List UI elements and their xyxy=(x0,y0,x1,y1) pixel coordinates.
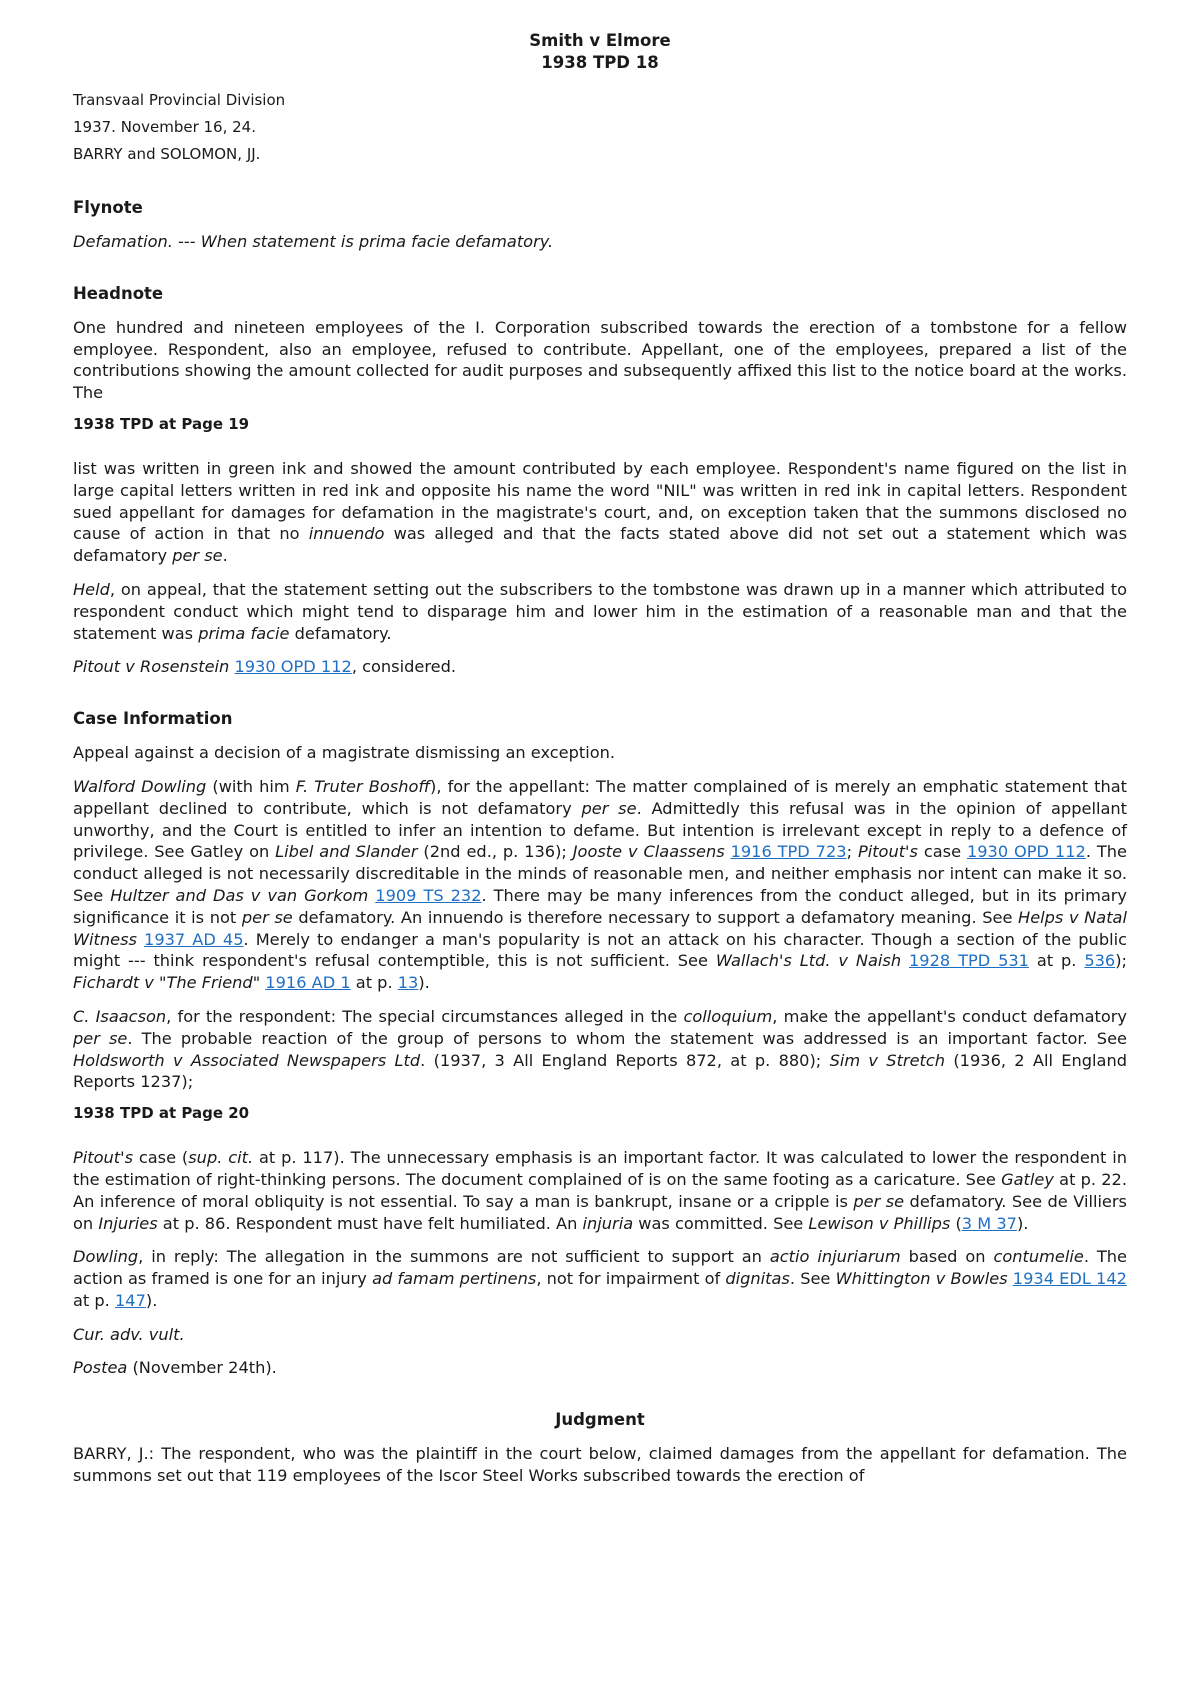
text-run: Pitout's xyxy=(73,1148,133,1168)
text-run: at p. xyxy=(350,973,398,993)
case-citation: 1938 TPD 18 xyxy=(541,53,659,72)
text-run: . See xyxy=(789,1269,836,1289)
text-run: ); xyxy=(1115,951,1127,971)
citation-link[interactable]: 3 M 37 xyxy=(961,1213,1017,1233)
judgment-heading: Judgment xyxy=(555,1410,645,1430)
citation-link[interactable]: 1934 EDL 142 xyxy=(1012,1269,1127,1289)
text-run: . xyxy=(222,546,228,566)
text-run: actio injuriarum xyxy=(769,1247,901,1267)
text-run: Fichardt v "The Friend" xyxy=(73,973,261,993)
text-run xyxy=(137,930,144,949)
flynote-heading: Flynote xyxy=(73,198,143,217)
text-run: was alleged and that the facts stated above did not set out a statement which was defamatory xyxy=(73,524,1128,566)
citation-link[interactable]: 1928 TPD 531 xyxy=(908,951,1029,971)
text-run xyxy=(901,951,909,970)
text-run: Held xyxy=(73,579,110,599)
text-run: list was written in green ink and showed the amount contributed by each employee. Respondent's name figured on the list in large capital letters written in red ink and opposite his name the word "NIL" was written in red ink in capital letters. Respondent sued appellant for damages for defamation in the magistrate's court, and, on exception taken that the summons disclosed no cause of action in that no xyxy=(73,458,1127,544)
text-run: ). xyxy=(418,973,430,993)
text-run: innuendo xyxy=(308,524,385,544)
postea xyxy=(73,1357,1127,1379)
text-run: Injuries xyxy=(98,1213,158,1233)
text-run: C. Isaacson xyxy=(73,1006,167,1026)
text-run: ), for the appellant: The matter complained of is merely an emphatic statement that appellant declined to contribute, which is not defamatory xyxy=(73,776,1128,818)
text-run: . Admittedly this refusal was in the opinion of appellant unworthy, and the Court is entitled to infer an intention to defame. But intention is irrelevant except in reply to a defence of privilege. See Gatley on xyxy=(73,798,1127,862)
citation-link[interactable]: 1930 OPD 112 xyxy=(234,657,352,677)
appellant-argument xyxy=(73,776,1127,994)
page-marker-19: 1938 TPD at Page 19 xyxy=(73,414,250,433)
text-run: dignitas xyxy=(725,1269,790,1289)
text-run: . The action as framed is one for an injury xyxy=(73,1247,1128,1289)
judges: BARRY and SOLOMON, JJ. xyxy=(73,145,261,163)
text-run: Helps v Natal Witness xyxy=(73,907,1127,949)
case-title: Smith v Elmore xyxy=(529,31,671,50)
text-run: sup. cit. xyxy=(188,1148,254,1168)
text-run: Cur. adv. vult. xyxy=(73,1324,185,1344)
text-run: was committed. See xyxy=(633,1213,809,1233)
text-run: at p. 117). The unnecessary emphasis is an important factor. It was calculated to lower the respondent in the estimation of right-thinking persons. The document complained of is on the same footing as a caricature. See xyxy=(73,1148,1128,1189)
respondent-argument-continued xyxy=(73,1147,1127,1234)
text-run: Holdsworth v Associated Newspapers Ltd xyxy=(73,1050,421,1070)
flynote-sep: --- xyxy=(172,232,201,251)
text-run: per se xyxy=(172,546,223,566)
text-run: ( xyxy=(950,1213,962,1233)
text-run: per se xyxy=(853,1191,905,1211)
text-run: ; xyxy=(846,842,858,862)
text-run: defamatory. See de Villiers on xyxy=(73,1191,1127,1233)
reply-argument xyxy=(73,1246,1127,1311)
headnote-heading: Headnote xyxy=(73,283,164,303)
text-run: Whittington v Bowles xyxy=(835,1269,1008,1289)
text-run: , in reply: The allegation in the summons are not sufficient to support an xyxy=(138,1247,770,1267)
text-run: Libel and Slander xyxy=(275,842,418,862)
headnote-paragraph-1: One hundred and nineteen employees of the I. Corporation subscribed towards the erection of a tombstone for a fellow employee. Respondent, also an employee, refused to contribute. Appellant, one of the employees, prepared a list of the contributions showing the amount collected for audit purposes and subsequently affixed this list to the notice board at the works. The xyxy=(73,317,1127,403)
text-run: at p. 22. An inference of moral obliquity is not essential. To say a man is bankrupt, insane or a cripple is xyxy=(73,1169,1127,1211)
text-run: injuria xyxy=(582,1213,634,1233)
text-run: Gatley xyxy=(1001,1169,1054,1189)
text-run: per se xyxy=(241,907,293,927)
text-run: . There may be many inferences from the conduct alleged, but in its primary significance it is not xyxy=(73,885,1127,927)
case-information-heading: Case Information xyxy=(73,709,233,729)
page-link[interactable]: 13 xyxy=(397,973,419,993)
text-run: prima facie xyxy=(198,623,290,643)
text-run: , not for impairment of xyxy=(536,1269,726,1289)
judgment-paragraph-1: BARRY, J.: The respondent, who was the plaintiff in the court below, claimed damages from the appellant for defamation. The summons set out that 119 employees of the Iscor Steel Works subscribed towards the erection of xyxy=(73,1444,1127,1486)
headnote-paragraph-4 xyxy=(73,656,1127,678)
text-run: defamatory. An innuendo is therefore necessary to support a defamatory meaning. See xyxy=(292,907,1019,927)
hearing-dates: 1937. November 16, 24. xyxy=(73,118,256,136)
text-run: case xyxy=(917,842,967,862)
citation-link[interactable]: 1909 TS 232 xyxy=(375,885,482,905)
text-run: . Merely to endanger a man's popularity is not an attack on his character. Though a section of the public might --- think respondent's refusal contemptible, this is not sufficient. See xyxy=(73,929,1127,971)
text-run: Dowling xyxy=(73,1247,139,1267)
flynote-summary: When statement is prima facie defamatory. xyxy=(200,232,554,251)
text-run: F. Truter Boshoff xyxy=(295,776,431,796)
case-header xyxy=(73,30,1127,74)
text-run: colloquium xyxy=(683,1006,773,1026)
text-run: per se xyxy=(73,1028,128,1048)
cur-adv-vult xyxy=(73,1324,1127,1346)
text-run: , on appeal, that the statement setting out the subscribers to the tombstone was drawn up in a manner which attributed to respondent conduct which might tend to disparage him and lower him in the estimation of a reasonable man and that the statement was xyxy=(73,579,1127,643)
page-link[interactable]: 147 xyxy=(114,1290,146,1310)
text-run: Sim v Stretch xyxy=(829,1050,946,1070)
page-link[interactable]: 536 xyxy=(1084,951,1116,971)
text-run: Pitout's xyxy=(857,842,918,862)
text-run: . (1937, 3 All England Reports 872, at p. 880); xyxy=(420,1050,830,1070)
text-run: ad famam pertinens xyxy=(372,1269,537,1289)
flynote-subject: Defamation. xyxy=(73,232,173,251)
text-run: (November 24th). xyxy=(127,1358,277,1378)
text-run: ). xyxy=(1016,1213,1029,1233)
text-run: case ( xyxy=(133,1148,189,1168)
text-run: (with him xyxy=(206,776,296,796)
text-run: Hultzer and Das v van Gorkom xyxy=(110,885,369,905)
text-run: Walford Dowling xyxy=(73,776,207,796)
text-run: (2nd ed., p. 136); xyxy=(417,842,573,862)
case-info-paragraph-1: Appeal against a decision of a magistrate dismissing an exception. xyxy=(73,743,616,763)
citation-link[interactable]: 1916 TPD 723 xyxy=(730,842,847,862)
text-run: ). xyxy=(145,1290,158,1310)
text-run: (1936, 2 All England Reports 1237); xyxy=(73,1050,1128,1092)
text-run: , make the appellant's conduct defamatory xyxy=(772,1006,1127,1026)
text-run: . The conduct alleged is not necessarily discreditable in the minds of reasonable men, and neither emphasis nor intent can make it so. See xyxy=(73,842,1127,905)
court-division: Transvaal Provincial Division xyxy=(73,91,286,109)
text-run: Lewison v Phillips xyxy=(808,1213,951,1233)
text-run: . The probable reaction of the group of persons to whom the statement was addressed is an important factor. See xyxy=(127,1028,1127,1048)
flynote-text xyxy=(73,231,1127,253)
citation-link[interactable]: 1930 OPD 112 xyxy=(966,842,1086,862)
headnote-paragraph-3 xyxy=(73,579,1127,644)
text-run: Wallach's Ltd. v Naish xyxy=(715,951,902,971)
text-run: contumelie xyxy=(993,1247,1084,1267)
headnote-paragraph-2 xyxy=(73,458,1127,567)
citation-link[interactable]: 1916 AD 1 xyxy=(265,973,351,993)
text-run: at p. 86. Respondent must have felt humiliated. An xyxy=(157,1213,583,1233)
citation-link[interactable]: 1937 AD 45 xyxy=(144,929,244,949)
text-run: defamatory. xyxy=(289,623,392,643)
text-run: at p. xyxy=(73,1290,115,1310)
text-run: Postea xyxy=(73,1358,128,1378)
text-run: Pitout v Rosenstein xyxy=(73,657,230,677)
text-run: per se xyxy=(581,798,637,818)
page-marker-20: 1938 TPD at Page 20 xyxy=(73,1104,250,1123)
text-run: , considered. xyxy=(351,657,457,677)
text-run: , for the respondent: The special circumstances alleged in the xyxy=(166,1006,684,1026)
text-run: Jooste v Claassens xyxy=(572,842,725,862)
respondent-argument xyxy=(73,1006,1127,1093)
text-run: at p. xyxy=(1028,951,1085,971)
text-run: based on xyxy=(900,1247,994,1267)
